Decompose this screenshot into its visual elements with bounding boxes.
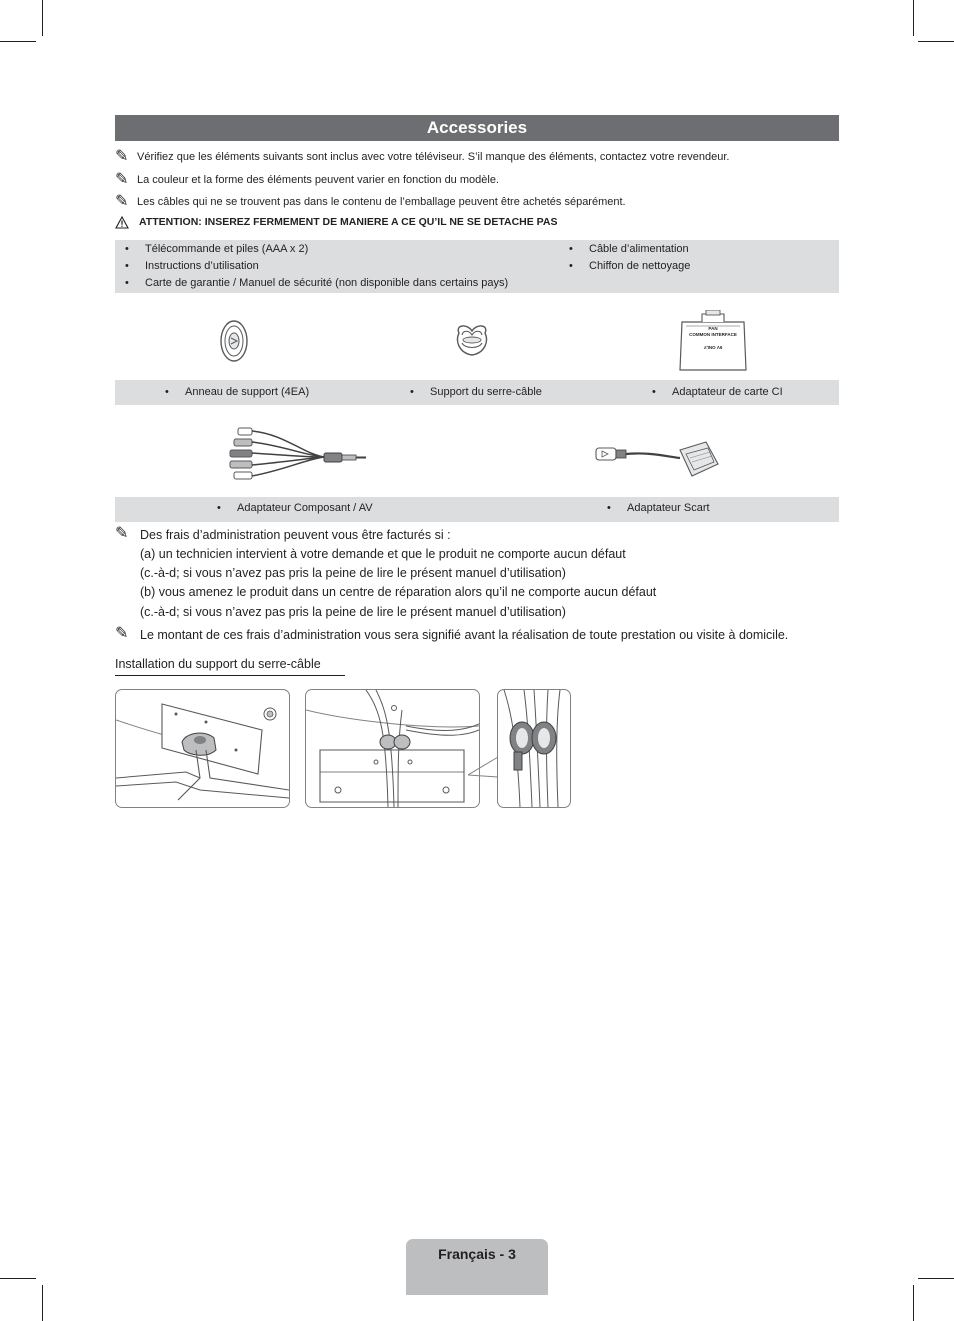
page-number: Français - 3 <box>438 1246 516 1262</box>
note-row <box>115 173 499 187</box>
crop-mark <box>0 1278 36 1279</box>
component-av-adapter-image <box>224 424 368 488</box>
ci-adapter-label: PAN COMMON INTERFACE 5V ONLY <box>689 326 737 350</box>
pencil-note-icon: ✎ <box>115 148 129 165</box>
pencil-note-icon: ✎ <box>115 193 129 210</box>
pencil-note-icon: ✎ <box>115 171 129 188</box>
admin-fee-final-note <box>115 627 788 643</box>
cable-holder-image <box>453 323 491 359</box>
note-text: Vérifiez que les éléments suivants sont inclus avec votre téléviseur. S’il manque des éléments, contactez votre revendeur. <box>137 151 730 163</box>
list-item: • Télécommande et piles (AAA x 2) <box>125 243 309 255</box>
list-item: • Adaptateur Scart <box>607 502 710 514</box>
list-item: • Support du serre-câble <box>410 386 542 398</box>
list-item: • Chiffon de nettoyage <box>569 260 691 272</box>
list-item: • Câble d’alimentation <box>569 243 689 255</box>
note-row <box>115 150 729 164</box>
pencil-note-icon: ✎ <box>115 625 129 642</box>
admin-fee-intro: Des frais d’administration peuvent vous être facturés si : <box>140 528 451 542</box>
callout-lines <box>468 755 500 779</box>
list-item: • Adaptateur de carte CI <box>652 386 783 398</box>
ci-card-adapter-image <box>676 310 750 372</box>
admin-fee-line: (a) un technicien intervient à votre demande et que le produit ne comporte aucun défaut <box>140 547 626 561</box>
warning-triangle-icon <box>115 216 139 229</box>
page-number-tab <box>406 1239 548 1295</box>
installation-step-1-illustration <box>115 689 290 808</box>
list-item: • Carte de garantie / Manuel de sécurité (non disponible dans certains pays) <box>125 277 509 289</box>
crop-mark <box>0 41 36 42</box>
installation-step-3-illustration <box>497 689 571 808</box>
list-item: • Anneau de support (4EA) <box>165 386 310 398</box>
note-row <box>115 195 626 209</box>
note-text: La couleur et la forme des éléments peuvent varier en fonction du modèle. <box>137 174 499 186</box>
crop-mark <box>913 1285 914 1321</box>
note-text: Les câbles qui ne se trouvent pas dans le contenu de l’emballage peuvent être achetés séparément. <box>137 196 626 208</box>
crop-mark <box>918 1278 954 1279</box>
admin-fee-line: (c.-à-d; si vous n’avez pas pris la peine de lire le présent manuel d’utilisation) <box>140 605 566 619</box>
crop-mark <box>918 41 954 42</box>
admin-fee-final-text: Le montant de ces frais d’administration vous sera signifié avant la réalisation de toute prestation ou visite à domicile. <box>140 628 789 642</box>
crop-mark <box>42 0 43 36</box>
scart-adapter-image <box>594 436 722 480</box>
warning-text: ATTENTION: INSEREZ FERMEMENT DE MANIERE A CE QU’IL NE SE DETACHE PAS <box>139 216 558 228</box>
installation-step-2-illustration <box>305 689 480 808</box>
admin-fee-note <box>115 527 451 543</box>
section-title: Accessories <box>115 115 839 141</box>
list-item: • Adaptateur Composant / AV <box>217 502 373 514</box>
installation-heading: Installation du support du serre-câble <box>115 656 345 676</box>
admin-fee-line: (c.-à-d; si vous n’avez pas pris la peine de lire le présent manuel d’utilisation) <box>140 566 566 580</box>
pencil-note-icon: ✎ <box>115 525 129 542</box>
crop-mark <box>913 0 914 36</box>
admin-fee-line: (b) vous amenez le produit dans un centre de réparation alors qu’il ne comporte aucun défaut <box>140 585 657 599</box>
warning-row <box>115 215 557 229</box>
list-item: • Instructions d’utilisation <box>125 260 259 272</box>
holder-ring-image <box>218 318 250 364</box>
crop-mark <box>42 1285 43 1321</box>
